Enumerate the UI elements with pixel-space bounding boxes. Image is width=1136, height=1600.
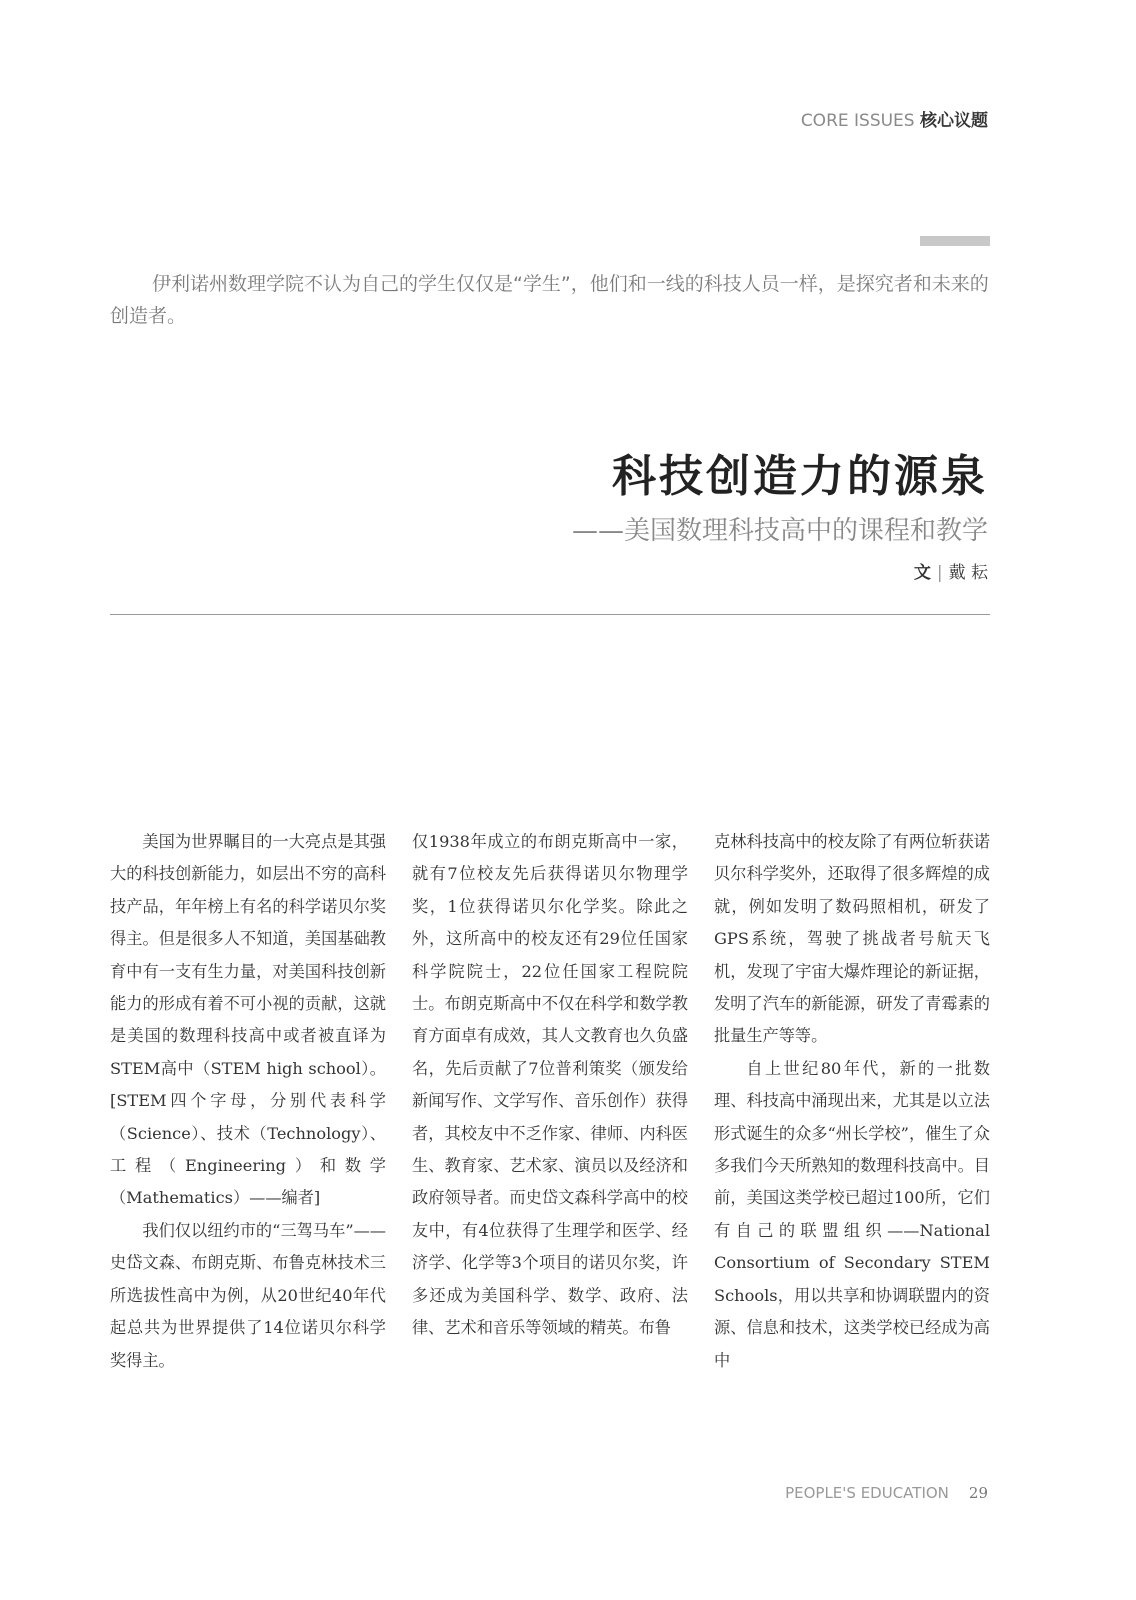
body-columns xyxy=(110,826,990,1377)
section-label-cn: 核心议题 xyxy=(920,111,988,131)
paragraph: 美国为世界瞩目的一大亮点是其强大的科技创新能力，如层出不穷的高科技产品，年年榜上有名的科学诺贝尔奖得主。但是很多人不知道，美国基础教育中有一支有生力量，对美国科技创新能力的形成有着不可小视的贡献，这就是美国的数理科技高中或者被直译为STEM高中（STEM high school）。[STEM四个字母，分别代表科学（Science）、技术（Technology）、工程（Engineering）和数学（Mathematics）——编者] xyxy=(110,832,386,1208)
section-label xyxy=(801,106,988,131)
header-divider xyxy=(110,614,990,615)
page-number: 29 xyxy=(968,1484,988,1502)
page-footer xyxy=(785,1484,988,1502)
byline-separator: | xyxy=(936,563,943,583)
column-3 xyxy=(714,826,990,1377)
paragraph: 自上世纪80年代，新的一批数理、科技高中涌现出来，尤其是以立法形式诞生的众多“州长学校”，催生了众多我们今天所熟知的数理科技高中。目前，美国这类学校已超过100所，它们有自己的联盟组织——National Consortium of Secondary STEM Schools，用以共享和协调联盟内的资源、信息和技术，这类学校已经成为高中 xyxy=(714,1058,990,1370)
publication-name: PEOPLE'S EDUCATION xyxy=(785,1484,949,1502)
column-2 xyxy=(412,826,688,1377)
column-1 xyxy=(110,826,386,1377)
paragraph: 仅1938年成立的布朗克斯高中一家，就有7位校友先后获得诺贝尔物理学奖，1位获得诺贝尔化学奖。除此之外，这所高中的校友还有29位任国家科学院院士，22位任国家工程院院士。布朗克斯高中不仅在科学和数学教育方面卓有成效，其人文教育也久负盛名，先后贡献了7位普利策奖（颁发给新闻写作、文学写作、音乐创作）获得者，其校友中不乏作家、律师、内科医生、教育家、艺术家、演员以及经济和政府领导者。而史岱文森科学高中的校友中，有4位获得了生理学和医学、经济学、化学等3个项目的诺贝尔奖，许多还成为美国科学、数学、政府、法律、艺术和音乐等领域的精英。布鲁 xyxy=(412,832,688,1338)
byline-prefix: 文 xyxy=(913,563,931,583)
lead-paragraph: 伊利诺州数理学院不认为自己的学生仅仅是“学生”，他们和一线的科技人员一样，是探究者和未来的创造者。 xyxy=(110,273,989,327)
paragraph: 克林科技高中的校友除了有两位斩获诺贝尔科学奖外，还取得了很多辉煌的成就，例如发明了数码照相机，研发了GPS系统，驾驶了挑战者号航天飞机，发现了宇宙大爆炸理论的新证据，发明了汽车的新能源，研发了青霉素的批量生产等等。 xyxy=(714,832,990,1046)
byline xyxy=(914,558,988,583)
article-subtitle: ——美国数理科技高中的课程和教学 xyxy=(571,516,988,546)
article-title: 科技创造力的源泉 xyxy=(612,451,988,502)
paragraph: 我们仅以纽约市的“三驾马车”——史岱文森、布朗克斯、布鲁克林技术三所选拔性高中为例，从20世纪40年代起总共为世界提供了14位诺贝尔科学奖得主。 xyxy=(110,1220,386,1370)
decorative-bar xyxy=(920,236,990,246)
author-name: 戴 耘 xyxy=(948,563,988,583)
section-label-en: CORE ISSUES xyxy=(800,111,915,131)
